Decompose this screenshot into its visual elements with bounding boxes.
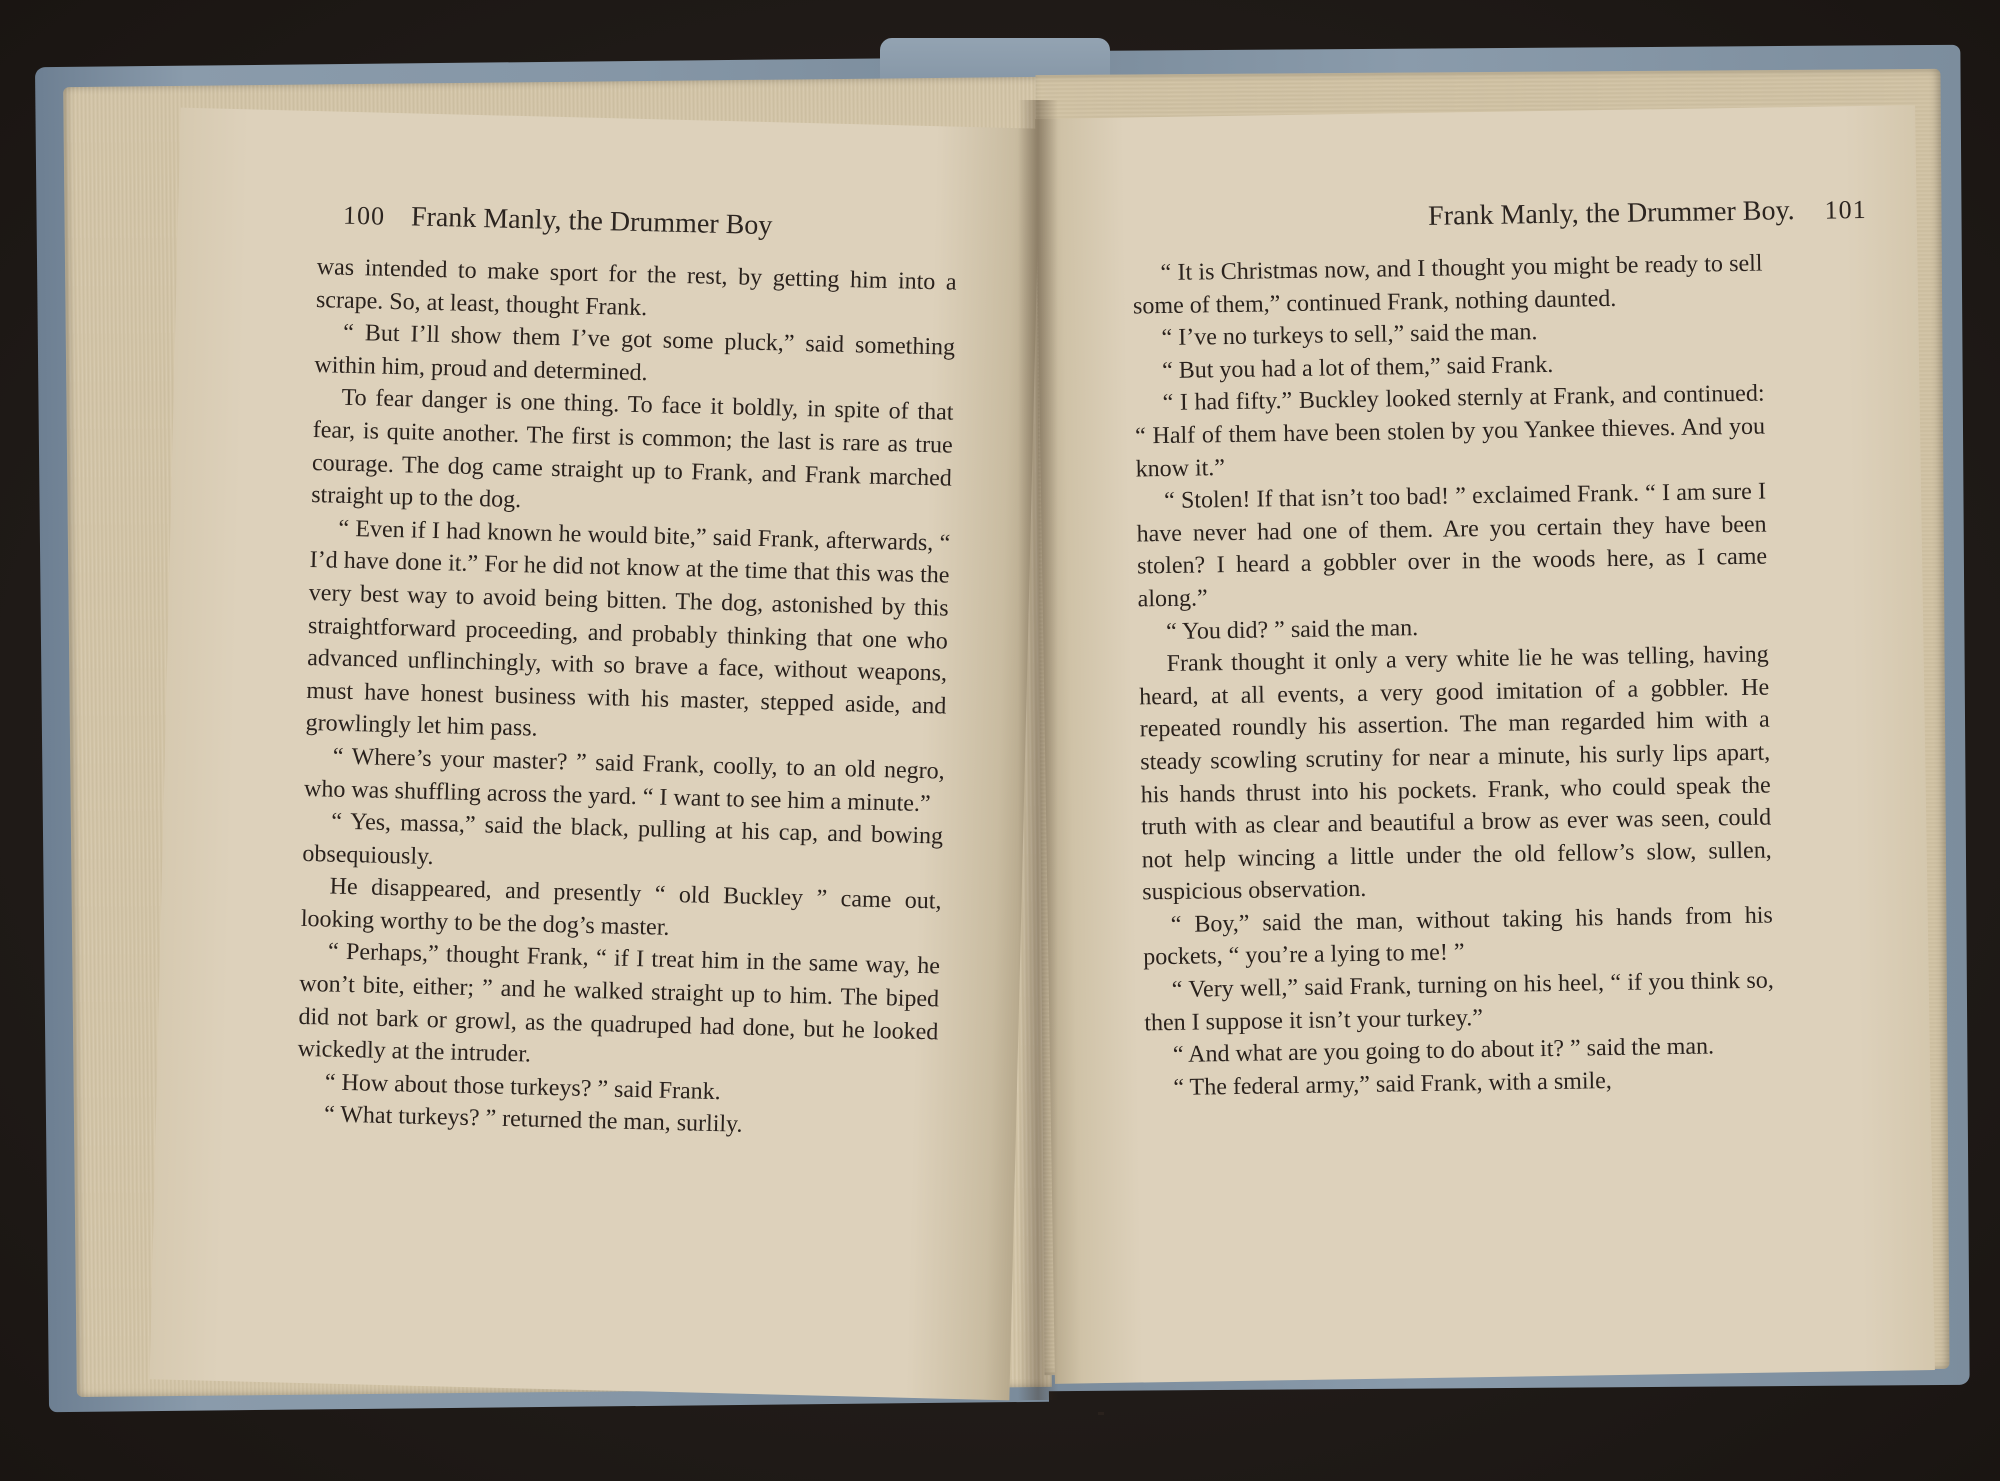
left-page-header xyxy=(343,200,773,242)
paragraph: “ Yes, massa,” said the black, pulling at his cap, and bowing obsequiously. xyxy=(302,808,944,870)
paragraph: “ You did? ” said the man. xyxy=(1165,614,1419,645)
paragraph: “ It is Christmas now, and I thought you might be ready to sell some of them,” continued Frank, nothing daunted. xyxy=(1132,250,1763,320)
paragraph: “ Boy,” said the man, without taking his hands from his pockets, “ you’re a lying to me! ” xyxy=(1143,902,1773,971)
paragraph: “ But I’ll show them I’ve got some pluck,” said something within him, proud and determined. xyxy=(314,319,956,386)
right-page-header xyxy=(1428,194,1867,233)
left-page-text xyxy=(296,251,957,1146)
paragraph: “ The federal army,” said Frank, with a smile, xyxy=(1173,1067,1613,1101)
page-number: 100 xyxy=(342,200,386,231)
paragraph: “ But you had a lot of them,” said Frank. xyxy=(1161,351,1554,384)
paragraph: “ And what are you going to do about it? ” said the man. xyxy=(1172,1033,1715,1069)
left-page xyxy=(150,108,1041,1401)
running-title: Frank Manly, the Drummer Boy. xyxy=(1427,195,1795,232)
paragraph: “ Very well,” said Frank, turning on his heel, “ if you think so, then I suppose it isn’t your turkey.” xyxy=(1144,967,1774,1037)
right-page xyxy=(1035,105,1935,1384)
page-number: 101 xyxy=(1824,194,1867,225)
paragraph: “ Perhaps,” thought Frank, “ if I treat him in the same way, he won’t bite, either; ” and he walked straight up to him. The biped did not bark or growl, as the quadruped had done, but he looked wickedly at the intruder. xyxy=(297,939,941,1068)
running-title: Frank Manly, the Drummer Boy xyxy=(410,201,773,242)
paragraph: He disappeared, and presently “ old Buckley ” came out, looking worthy to be the dog’s master. xyxy=(300,873,942,941)
paragraph: “ I had fifty.” Buckley looked sternly at Frank, and continued: “ Half of them have been stolen by you Yankee thieves. And you know it.” xyxy=(1134,380,1766,483)
paragraph: To fear danger is one thing. To face it boldly, in spite of that fear, is quite another. The first is common; the last is rare as true courage. The dog came straight up to Frank, and Frank marched straight up to the dog. xyxy=(310,385,954,514)
paragraph: “ I’ve no turkeys to sell,” said the man. xyxy=(1161,319,1538,352)
paragraph: Frank thought it only a very white lie he was telling, having heard, at all events, a very good imitation of a gobbler. He repeated roundly his assertion. The man regarded him with a steady scowling scrutiny for near a minute, his surly lips apart, his hands thrust into his pockets. Frank, who could speak the truth with as clear and beautiful a brow as ever was seen, could not help wincing a little under the old fellow’s slow, sullen, suspicious observation. xyxy=(1139,641,1772,906)
gutter-shadow xyxy=(1018,100,1058,1400)
paragraph: “ What turkeys? ” returned the man, surlily. xyxy=(323,1101,743,1139)
paragraph: “ Where’s your master? ” said Frank, coolly, to an old negro, who was shuffling across the yard. “ I want to see him a minute.” xyxy=(303,743,945,817)
paragraph: was intended to make sport for the rest, by getting him into a scrape. So, at least, thought Frank. xyxy=(315,254,957,321)
right-page-text xyxy=(1132,248,1775,1105)
paragraph: “ Stolen! If that isn’t too bad! ” exclaimed Frank. “ I am sure I have never had one of them. Are you certain they have been stolen? I heard a gobbler over in the woods here, as I came along.” xyxy=(1136,478,1768,613)
paragraph: “ How about those turkeys? ” said Frank. xyxy=(324,1069,722,1106)
paragraph: “ Even if I had known he would bite,” said Frank, afterwards, “ I’d have done it.” For he did not know at the time that this was the very best way to avoid being bitten. The dog, astonished by this straightforward proceeding, and probably thinking that one who advanced unflinchingly, with so brave a face, without weapons, must have honest business with his master, stepped aside, and growlingly let him pass. xyxy=(305,515,951,742)
ink-speck xyxy=(1098,1412,1104,1415)
